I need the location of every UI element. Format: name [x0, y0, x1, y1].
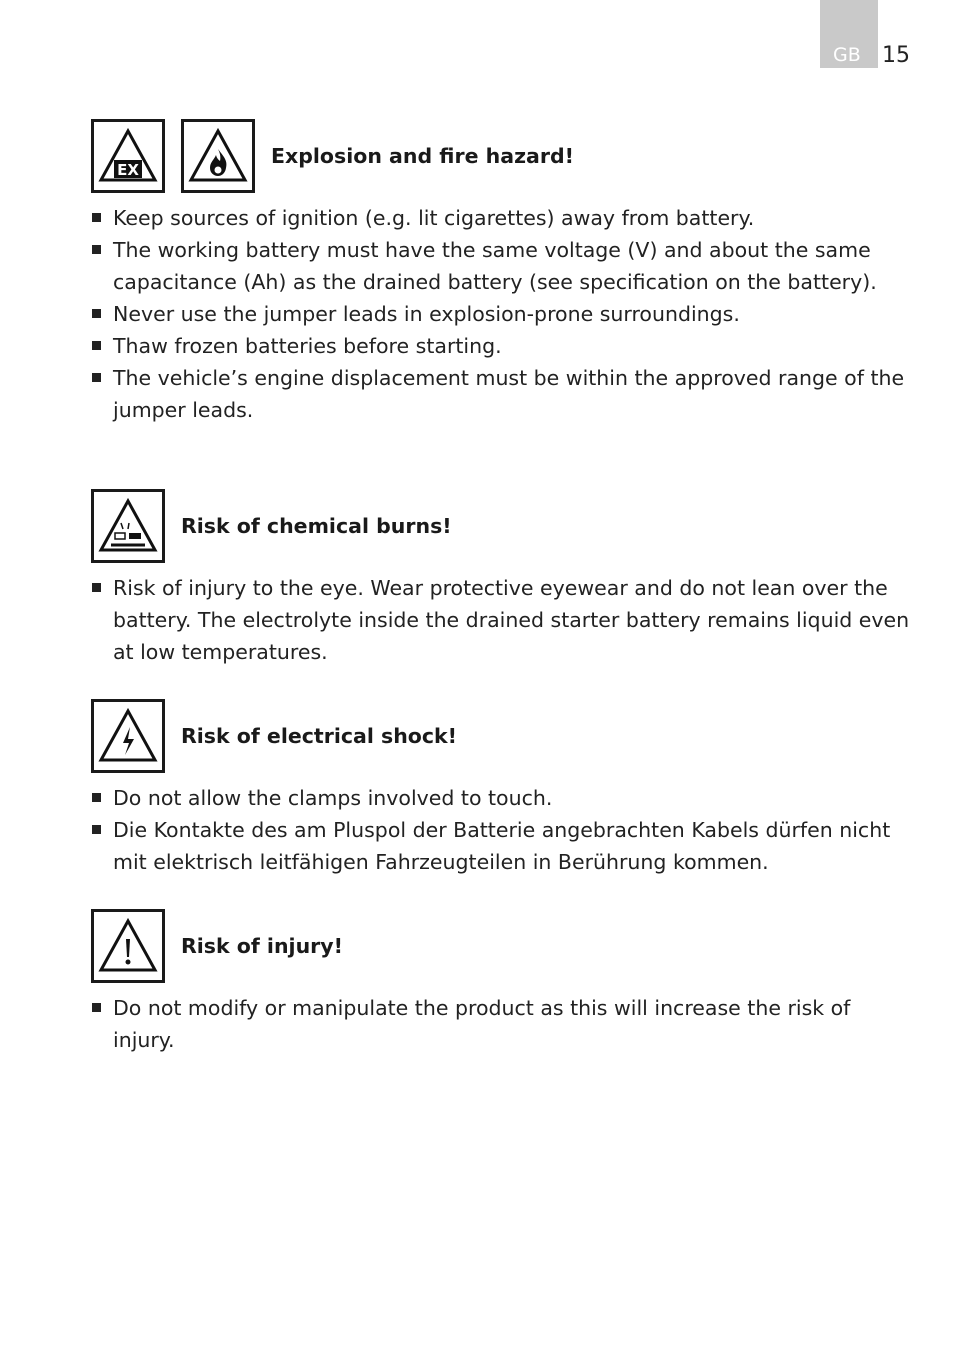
section-chemical-burns: [91, 488, 911, 668]
list-item: Thaw frozen batteries before starting.: [91, 330, 911, 362]
corrosive-icon: [91, 489, 165, 563]
svg-text:EX: EX: [117, 161, 139, 179]
list-item: The vehicle’s engine displacement must be within the approved range of the jumper leads.: [91, 362, 911, 426]
section-injury: [91, 908, 911, 1056]
list-item: Keep sources of ignition (e.g. lit cigarettes) away from battery.: [91, 202, 911, 234]
list-item: Do not allow the clamps involved to touch.: [91, 782, 911, 814]
section-title: Risk of electrical shock!: [181, 724, 458, 748]
list-item: Die Kontakte des am Pluspol der Batterie angebrachten Kabels dürfen nicht mit elektrisch leitfähigen Fahrzeugteilen in Berührung kommen.: [91, 814, 911, 878]
language-tab: GB: [820, 0, 878, 68]
high-voltage-icon: [91, 699, 165, 773]
list-item: The working battery must have the same voltage (V) and about the same capacitance (Ah) as the drained battery (see specification on the battery).: [91, 234, 911, 298]
list-item: Risk of injury to the eye. Wear protective eyewear and do not lean over the battery. The electrolyte inside the drained starter battery remains liquid even at low temperatures.: [91, 572, 911, 668]
section-explosion-fire: [91, 118, 911, 426]
flame-icon: [181, 119, 255, 193]
page-number: 15: [882, 43, 910, 68]
explosion-ex-icon: [91, 119, 165, 193]
section-electrical-shock: [91, 698, 911, 878]
section-title: Risk of injury!: [181, 934, 343, 958]
list-item: Never use the jumper leads in explosion-prone surroundings.: [91, 298, 911, 330]
section-title: Risk of chemical burns!: [181, 514, 452, 538]
list-item: Do not modify or manipulate the product as this will increase the risk of injury.: [91, 992, 911, 1056]
warning-exclamation-icon: [91, 909, 165, 983]
section-title: Explosion and fire hazard!: [271, 144, 574, 168]
